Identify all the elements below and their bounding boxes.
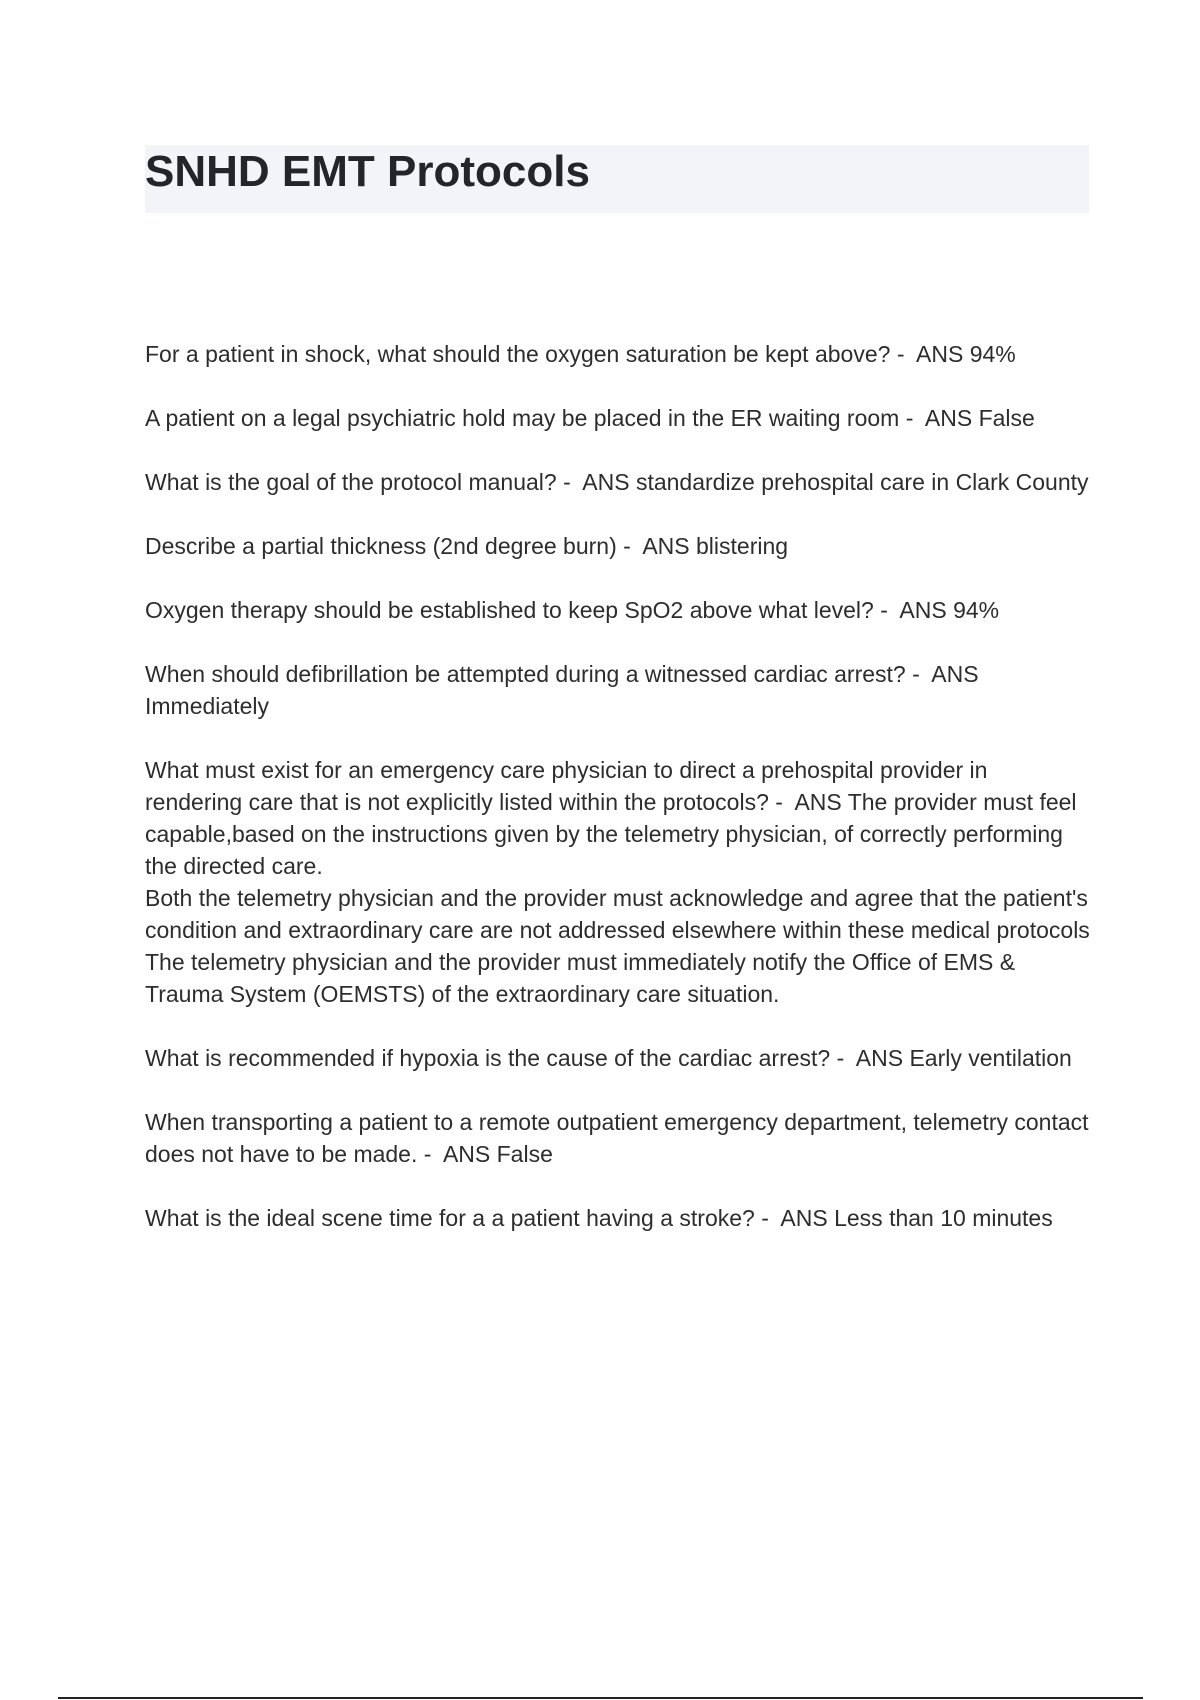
qa-item xyxy=(145,402,1090,434)
answer-tag: ANS xyxy=(642,533,690,559)
answer-text: standardize prehospital care in Clark County xyxy=(635,469,1089,495)
question-text: A patient on a legal psychiatric hold may be placed in the ER waiting room xyxy=(145,405,900,431)
answer-continuation: The telemetry physician and the provider must immediately notify the Office of EMS & Trauma System (OEMSTS) of the extraordinary care situation. xyxy=(145,949,1016,1007)
footer-rule xyxy=(58,1697,1143,1699)
answer-text: blistering xyxy=(696,533,789,559)
qa-item xyxy=(145,1042,1090,1074)
answer-tag: ANS xyxy=(899,597,947,623)
answer-tag: ANS xyxy=(855,1045,904,1071)
document-title: SNHD EMT Protocols xyxy=(145,147,590,196)
question-text: When transporting a patient to a remote outpatient emergency department, telemetry contact does not have to be made. xyxy=(145,1109,1089,1167)
question-separator: - xyxy=(873,597,900,623)
answer-tag: ANS xyxy=(582,469,630,495)
question-text: When should defibrillation be attempted during a witnessed cardiac arrest? xyxy=(145,661,906,687)
question-separator: - xyxy=(556,469,583,495)
answer-tag: ANS xyxy=(924,405,973,431)
question-text: What is recommended if hypoxia is the cause of the cardiac arrest? xyxy=(145,1045,831,1071)
answer-text: Early ventilation xyxy=(909,1045,1072,1071)
answer-tag: ANS xyxy=(780,1205,828,1231)
answer-continuation: Both the telemetry physician and the provider must acknowledge and agree that the patient's condition and extraordinary care are not addressed elsewhere within these medical protocols xyxy=(145,885,1090,943)
qa-list xyxy=(145,338,1090,1266)
answer-tag: ANS xyxy=(794,789,842,815)
question-separator: - xyxy=(417,1141,443,1167)
answer-text: 94% xyxy=(969,341,1016,367)
answer-tag: ANS xyxy=(916,341,964,367)
answer-tag: ANS xyxy=(931,661,979,687)
answer-text: False xyxy=(496,1141,553,1167)
answer-text: 94% xyxy=(953,597,1000,623)
qa-item xyxy=(145,338,1090,370)
qa-item xyxy=(145,1202,1090,1234)
question-separator: - xyxy=(905,661,932,687)
qa-item xyxy=(145,530,1090,562)
question-separator: - xyxy=(899,405,925,431)
answer-text: Immediately xyxy=(145,693,269,719)
qa-item xyxy=(145,754,1090,1010)
qa-item xyxy=(145,594,1090,626)
answer-text: The provider must feel capable,based on the instructions given by the telemetry physician, of correctly performing the directed care. xyxy=(145,789,1077,879)
question-text: Oxygen therapy should be established to keep SpO2 above what level? xyxy=(145,597,874,623)
question-text: For a patient in shock, what should the oxygen saturation be kept above? xyxy=(145,341,891,367)
question-text: What is the ideal scene time for a a patient having a stroke? xyxy=(145,1205,755,1231)
question-separator: - xyxy=(616,533,643,559)
question-separator: - xyxy=(768,789,795,815)
question-text: What must exist for an emergency care physician to direct a prehospital provider in rendering care that is not explicitly listed within the protocols? xyxy=(145,757,988,815)
question-text: Describe a partial thickness (2nd degree burn) xyxy=(145,533,617,559)
qa-item xyxy=(145,1106,1090,1170)
question-separator: - xyxy=(754,1205,781,1231)
question-separator: - xyxy=(890,341,916,367)
question-text: What is the goal of the protocol manual? xyxy=(145,469,557,495)
answer-text: Less than 10 minutes xyxy=(834,1205,1053,1231)
answer-tag: ANS xyxy=(442,1141,491,1167)
answer-text: False xyxy=(978,405,1035,431)
qa-item xyxy=(145,466,1090,498)
qa-item xyxy=(145,658,1090,722)
question-separator: - xyxy=(830,1045,856,1071)
